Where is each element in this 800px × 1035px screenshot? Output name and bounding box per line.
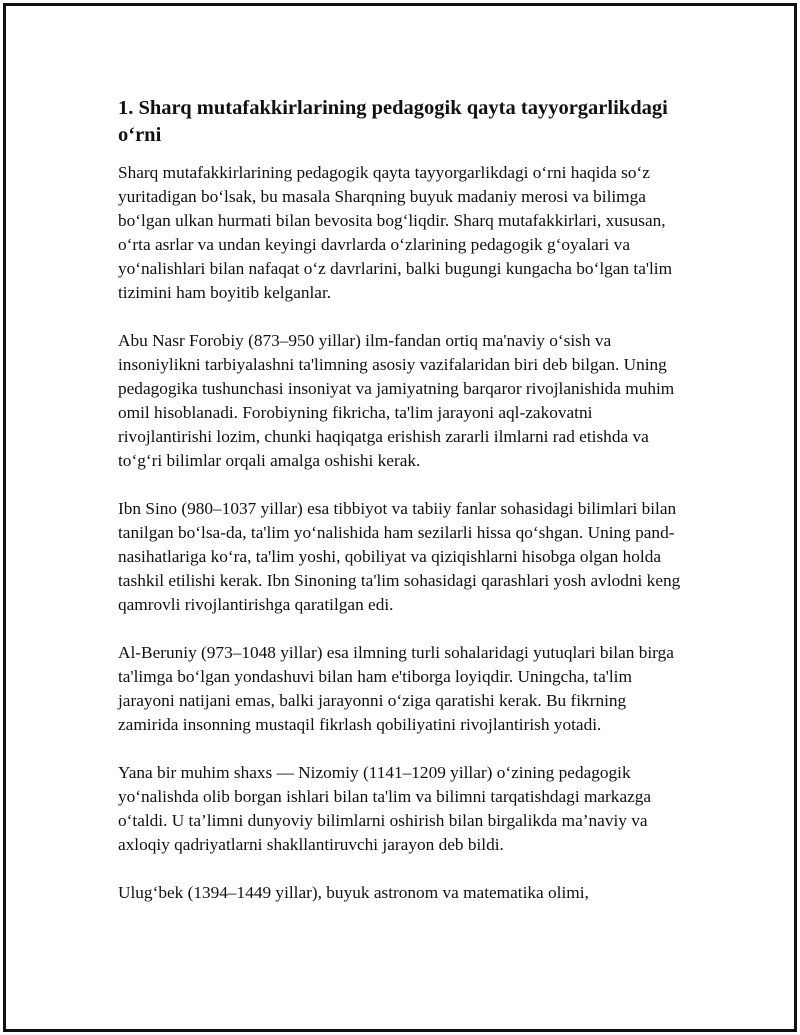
paragraph-intro: Sharq mutafakkirlarining pedagogik qayta tayyorgarlikdagi o‘rni haqida so‘z yuritadigan bo‘lsak, bu masala Sharqning buyuk madaniy merosi va bilimga bo‘lgan ulkan hurmati bilan bevosita bog‘liqdir. Sharq mutafakkirlari, xususan, o‘rta asrlar va undan keyingi davrlarda o‘zlarining pedagogik g‘oyalari va yo‘nalishlari bilan nafaqat o‘z davrlarini, balki bugungi kungacha bo‘lgan ta'lim tizimini ham boyitib kelganlar. — [118, 163, 673, 302]
document-body — [118, 95, 690, 905]
paragraph-forobiy: Abu Nasr Forobiy (873–950 yillar) ilm-fandan ortiq ma'naviy o‘sish va insoniylikni tarbiyalashni ta'limning asosiy vazifalaridan biri deb bilgan. Uning pedagogika tushunchasi insoniyat va jamiyatning barqaror rivojlanishida muhim omil hisoblanadi. Forobiyning fikricha, ta'lim jarayoni aql-zakovatni rivojlantirishi lozim, chunki haqiqatga erishish zararli ilmlarni rad etishda va to‘g‘ri bilimlar orqali amalga oshishi kerak. — [118, 331, 675, 470]
paragraph-nizomiy: Yana bir muhim shaxs — Nizomiy (1141–1209 yillar) o‘zining pedagogik yo‘nalishda olib borgan ishlari bilan ta'lim va bilimni tarqatishdagi markazga o‘taldi. U ta’limni dunyoviy bilimlarni oshirish bilan birgalikda ma’naviy va axloqiy qadriyatlarni shakllantiruvchi jarayon deb bildi. — [118, 763, 652, 854]
paragraph-beruniy: Al-Beruniy (973–1048 yillar) esa ilmning turli sohalaridagi yutuqlari bilan birga ta'limga bo‘lgan yondashuvi bilan ham e'tiborga loyiqdir. Uningcha, ta'lim jarayoni natijani emas, balki jarayonni o‘ziga qaratishi kerak. Bu fikrning zamirida insonning mustaqil fikrlash qobiliyatini rivojlantirish yotadi. — [118, 643, 674, 734]
paragraph-ibn-sino: Ibn Sino (980–1037 yillar) esa tibbiyot va tabiiy fanlar sohasidagi bilimlari bilan tanilgan bo‘lsa-da, ta'lim yo‘nalishida ham sezilarli hissa qo‘shgan. Uning pand-nasihatlariga ko‘ra, ta'lim yoshi, qobiliyat va qiziqishlarni hisobga olgan holda tashkil etilishi kerak. Ibn Sinoning ta'lim sohasidagi qarashlari yosh avlodni keng qamrovli rivojlantirishga qaratilgan edi. — [118, 499, 681, 614]
section-heading: 1. Sharq mutafakkirlarining pedagogik qayta tayyorgarlikdagi o‘rni — [118, 97, 668, 146]
paragraph-ulugbek: Ulug‘bek (1394–1449 yillar), buyuk astronom va matematika olimi, — [118, 883, 589, 902]
